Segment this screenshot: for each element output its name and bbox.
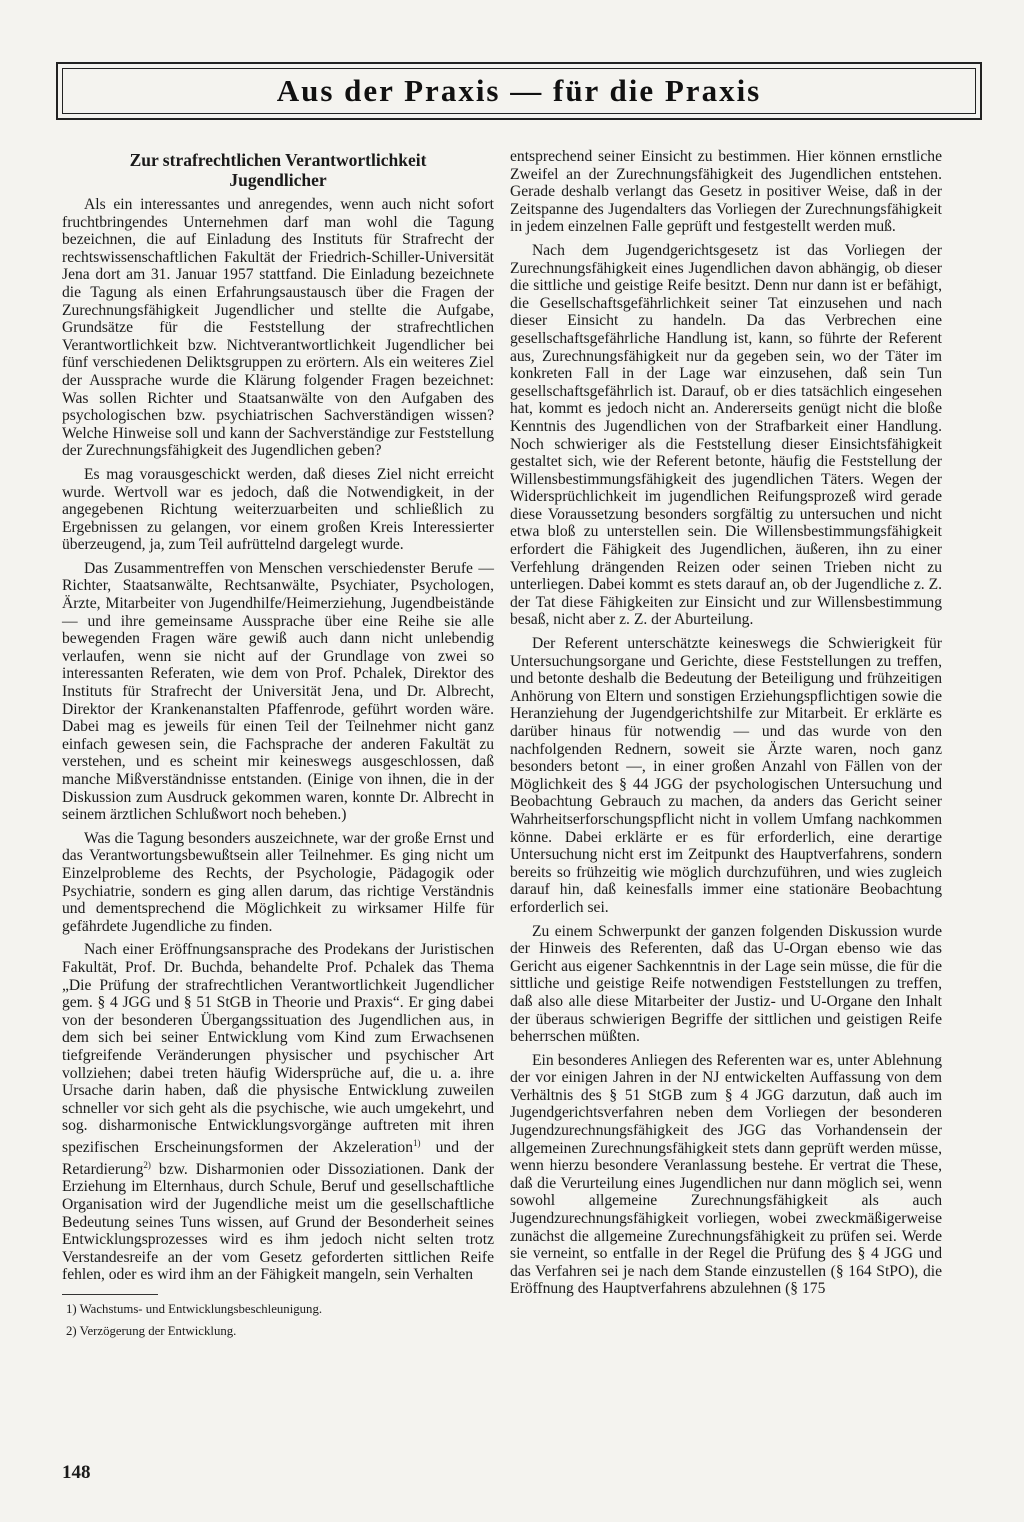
paragraph: Was die Tagung besonders auszeichnete, war der große Ernst und das Verantwortungsbewußtsein aller Teilnehmer. Es ging nicht um Einzelprobleme des Rechts, der Psychologie, Pädagogik oder Psychiatrie, sondern es ging allen darum, das richtige Verständnis und dementsprechend die Möglichkeit zu wirksamer Hilfe für gefährdete Jugendliche zu finden. bbox=[62, 829, 494, 935]
article-title-line1: Zur strafrechtlichen Verantwortlichkeit bbox=[129, 150, 427, 170]
paragraph: entsprechend seiner Einsicht zu bestimmen. Hier können ernstliche Zweifel an der Zurechnungsfähigkeit des Jugendlichen entstehen. Gerade deshalb verlangt das Gesetz in positiver Weise, daß in der Zeitspanne des Jugendalters das Vorliegen der Zurechnungsfähigkeit in jedem einzelnen Falle geprüft und festgestellt werden muß. bbox=[510, 148, 942, 236]
footnote-divider bbox=[62, 1294, 158, 1295]
paragraph: Das Zusammentreffen von Menschen verschiedenster Berufe — Richter, Staatsanwälte, Rechtsanwälte, Psychiater, Psychologen, Ärzte, Mitarbeiter von Jugendhilfe/Heimerziehung, Jugendbeistände — und ihre gemeinsame Aussprache über eine Reihe sie alle bewegenden Fragen wäre gewiß auch dann nicht unlebendig verlaufen, wenn sie nicht auf der Grundlage von zwei so interessanten Referaten, wie dem von Prof. Pchalek, Direktor des Instituts für Strafrecht der Universität Jena, und Dr. Albrecht, Direktor der Krankenanstalten Pfaffenrode, geführt worden wäre. Dabei mag es jeweils für einen Teil der Teilnehmer nicht ganz einfach gewesen sein, die Fachsprache der anderen Fakultät zu verstehen, und es scheint mir keineswegs ausgeschlossen, daß manche Mißverständnisse entstanden. (Einige von ihnen, die in der Diskussion zum Ausdruck gekommen waren, konnte Dr. Albrecht in seinem ärztlichen Schlußwort noch beheben.) bbox=[62, 559, 494, 824]
left-column bbox=[62, 148, 494, 1345]
article-title bbox=[62, 150, 494, 190]
paragraph: Der Referent unterschätzte keineswegs die Schwierigkeit für Untersuchungsorgane und Gerichte, diese Feststellungen zu treffen, und betonte deshalb die Bedeutung der Beteiligung und frühzeitigen Anhörung von Eltern und sonstigen Erziehungspflichtigen sowie die Heranziehung der Jugendgerichtshilfe zur Mitarbeit. Er erklärte es darüber hinaus für notwendig — und das wurde von den nachfolgenden Rednern, soweit sie Ärzte waren, noch ganz besonders betont —, in einer großen Anzahl von Fällen von der Möglichkeit des § 44 JGG der psychologischen Untersuchung und Beobachtung Gebrauch zu machen, da anders das Gericht seiner Wahrheitserforschungspflicht nicht in vollem Umfang nachkommen könne. Dabei erklärte er es für erforderlich, eine derartige Untersuchung nicht erst im Zeitpunkt des Hauptverfahrens, sondern bereits so frühzeitig wie möglich durchzuführen, und wies zugleich darauf hin, daß keinesfalls immer eine stationäre Beobachtung erforderlich sei. bbox=[510, 635, 942, 916]
footnote-reference: 2) bbox=[143, 1159, 151, 1170]
section-banner bbox=[56, 62, 982, 120]
paragraph: Es mag vorausgeschickt werden, daß dieses Ziel nicht erreicht wurde. Wertvoll war es jedoch, daß die Notwendigkeit, in der angegebenen Richtung weiterzuarbeiten und schließlich zu Ergebnissen zu gelangen, vor einem großen Kreis Interessierter überzeugend, ja, zum Teil aufrüttelnd dargelegt wurde. bbox=[62, 465, 494, 554]
paragraph: Zu einem Schwerpunkt der ganzen folgenden Diskussion wurde der Hinweis des Referenten, daß das U-Organ ebenso wie das Gericht aus eigener Sachkenntnis in der Lage sein müsse, die für die sittliche und geistige Reife notwendigen Feststellungen zu treffen, daß also alle diese Mitarbeiter der Justiz- und U-Organe den Inhalt der überaus schwierigen Begriffe der sittlichen und geistigen Reife beherrschen müßten. bbox=[510, 922, 942, 1046]
paragraph-text: bzw. Disharmonien oder Dissoziationen. Dank der Erziehung im Elternhaus, durch Schule, Beruf und gesellschaftliche Organisation wird der Jugendliche meist um die gesellschaftliche Bedeutung seines Tuns wissen, auf Grund der Besonderheit seines Entwicklungsprozesses wird es ihm jedoch nicht selten trotz Verstandesreife an der vom Gesetz geforderten sittlichen Reife fehlen, oder es wird ihm an der Fähigkeit mangeln, sein Verhalten bbox=[62, 1160, 494, 1284]
paragraph: Ein besonderes Anliegen des Referenten war es, unter Ablehnung der vor einigen Jahren in der NJ entwickelten Auffassung von dem Verhältnis des § 51 StGB zum § 4 JGG darzutun, daß auch im Jugendgerichtsverfahren neben dem Vorliegen der besonderen Jugendzurechnungsfähigkeit des JGG das Vorhandensein der allgemeinen Zurechnungsfähigkeit stets dann geprüft werden müsse, wenn hierzu besondere Veranlassung bestehe. Er vertrat die These, daß die Verurteilung eines Jugendlichen nur dann möglich sei, wenn sowohl allgemeine Zurechnungsfähigkeit als auch Jugendzurechnungsfähigkeit vorliegen, wobei zweckmäßigerweise zunächst die allgemeine Zurechnungsfähigkeit zu prüfen sei. Werde sie verneint, so entfalle in der Regel die Prüfung des § 4 JGG und das Verfahren sei je nach dem Stande einzustellen (§ 164 StPO), die Eröffnung des Hauptverfahrens abzulehnen (§ 175 bbox=[510, 1051, 942, 1298]
footnote: 1) Wachstums- und Entwicklungsbeschleunigung. bbox=[66, 1302, 323, 1316]
article-title-line2: Jugendlicher bbox=[229, 170, 327, 190]
footnote: 2) Verzögerung der Entwicklung. bbox=[66, 1324, 237, 1338]
page-number: 148 bbox=[62, 1462, 91, 1483]
section-title: Aus der Praxis — für die Praxis bbox=[276, 73, 762, 108]
paragraph-text: Nach einer Eröffnungsansprache des Prodekans der Juristischen Fakultät, Prof. Dr. Buchda, behandelte Prof. Pchalek das Thema „Die Prüfung der strafrechtlichen Verantwortlichkeit Jugendlicher gem. § 4 JGG und § 51 StGB in Theorie und Praxis“. Er ging dabei von der besonderen Übergangssituation des Jugendlichen aus, in dem sich bei seiner Entwicklung vom Kind zum Erwachsenen tiefgreifende Veränderungen physischer und psychischer Art vollziehen; dabei treten häufig Widersprüche auf, die u. a. ihre Ursache darin haben, daß die physische Entwicklung zuweilen schneller vor sich geht als die psychische, wie auch umgekehrt, und sog. disharmonische Entwicklungsvorgänge auftreten mit ihren spezifischen Erscheinungsformen der Akzeleration bbox=[62, 941, 494, 1157]
paragraph: Als ein interessantes und anregendes, wenn auch nicht sofort fruchtbringendes Unternehmen darf man wohl die Tagung bezeichnen, die auf Einladung des Instituts für Strafrecht der rechtswissenschaftlichen Fakultät der Friedrich-Schiller-Universität Jena dort am 31. Januar 1957 stattfand. Die Einladung bezeichnete die Tagung als einen Erfahrungsaustausch über die Fragen der Zurechnungsfähigkeit Jugendlicher und stellte die Aufgabe, Grundsätze für die Feststellung der strafrechtlichen Verantwortlichkeit bzw. Nichtverantwortlichkeit Jugendlicher bei fünf verschiedenen Deliktsgruppen zu erörtern. Als ein weiteres Ziel der Aussprache wurde die Klärung folgender Fragen bezeichnet: Was sollen Richter und Staatsanwälte von den Aufgaben des psychologischen bzw. psychiatrischen Sachverständigen wissen? Welche Hinweise soll und kann der Sachverständige zur Feststellung der Zurechnungsfähigkeit des Jugendlichen geben? bbox=[62, 196, 494, 460]
section-banner-inner-frame bbox=[62, 68, 976, 114]
paragraph: Nach dem Jugendgerichtsgesetz ist das Vorliegen der Zurechnungsfähigkeit eines Jugendlichen davon abhängig, ob dieser die sittliche und geistige Reife besitzt. Denn nur dann ist er befähigt, die Gesellschaftsgefährlichkeit seiner Tat einzusehen und nach dieser Einsicht zu handeln. Da das Verbrechen eine gesellschaftsgefährliche Handlung ist, kann, so führte der Referent aus, Zurechnungsfähigkeit nur da gegeben sein, wo der Täter im konkreten Fall in der Lage war einzusehen, daß sein Tun gesellschaftsgefährlich ist. Darauf, ob er dies tatsächlich eingesehen hat, kommt es jedoch nicht an. Andererseits genügt nicht die bloße Kenntnis des Jugendlichen von der Strafbarkeit einer Handlung. Noch schwieriger als die Feststellung dieser Einsichtsfähigkeit gestaltet sich, wie der Referent betonte, häufig die Feststellung der Willensbestimmungsfähigkeit des jugendlichen Täters. Wegen der Widersprüchlichkeit im jugendlichen Reifungsprozeß wird gerade diese Voraussetzung besonders sorgfältig zu untersuchen und nicht etwa bloß zu unterstellen sein. Die Willensbestimmungsfähigkeit erfordert die Fähigkeit des Jugendlichen, äußeren, ihn zu einer Verfehlung drängenden Reizen oder seinen Trieben nicht zu unterliegen. Dabei kommt es stets darauf an, ob der Jugendliche z. Z. der Tat diese Fähigkeiten zur Einsicht und zur Willensbestimmung besaß, nicht aber z. Z. der Aburteilung. bbox=[510, 241, 942, 629]
paragraph bbox=[62, 941, 494, 1284]
paragraph-text: und der Retardierung bbox=[62, 1139, 494, 1178]
footnote-reference: 1) bbox=[413, 1137, 421, 1148]
right-column bbox=[510, 148, 942, 1304]
